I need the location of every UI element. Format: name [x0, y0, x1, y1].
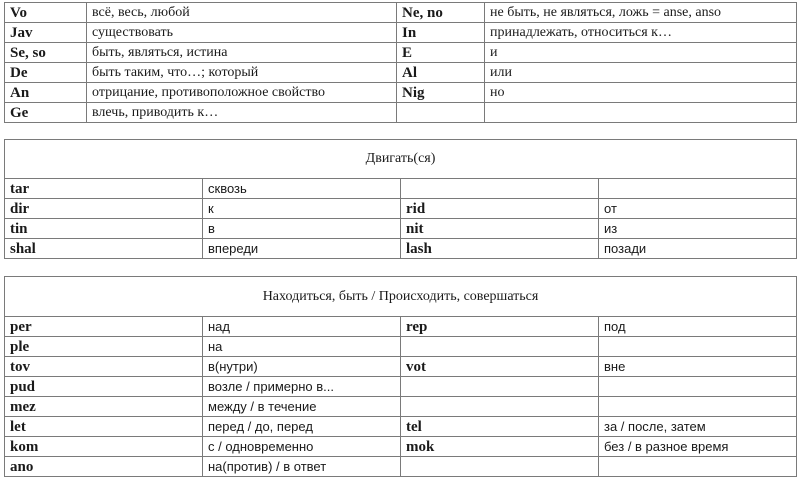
- word-cell: E: [397, 43, 485, 63]
- meaning-cell: за / после, затем: [599, 417, 797, 437]
- section-title: Находиться, быть / Происходить, совершаться: [5, 277, 797, 317]
- word-cell: pud: [5, 377, 203, 397]
- meaning-cell: возле / примерно в...: [203, 377, 401, 397]
- word-cell: [397, 103, 485, 123]
- table-row: [5, 437, 797, 457]
- word-cell: tov: [5, 357, 203, 377]
- meaning-cell: быть таким, что…; который: [87, 63, 397, 83]
- table-row: [5, 199, 797, 219]
- meaning-cell: над: [203, 317, 401, 337]
- section-header-row: [5, 140, 797, 179]
- word-cell: [401, 397, 599, 417]
- word-cell: rep: [401, 317, 599, 337]
- word-cell: Ge: [5, 103, 87, 123]
- meaning-cell: но: [485, 83, 797, 103]
- meaning-cell: [485, 103, 797, 123]
- table-row: [5, 3, 797, 23]
- word-cell: Nig: [397, 83, 485, 103]
- section-header-row: [5, 277, 797, 317]
- table-row: [5, 239, 797, 259]
- meaning-cell: быть, являться, истина: [87, 43, 397, 63]
- meaning-cell: с / одновременно: [203, 437, 401, 457]
- word-cell: nit: [401, 219, 599, 239]
- table-row: [5, 377, 797, 397]
- word-cell: Se, so: [5, 43, 87, 63]
- move-prepositions-table: [4, 139, 797, 259]
- meaning-cell: всё, весь, любой: [87, 3, 397, 23]
- location-prepositions-table: [4, 276, 797, 477]
- meaning-cell: позади: [599, 239, 797, 259]
- word-cell: tar: [5, 179, 203, 199]
- table-row: [5, 23, 797, 43]
- table-row: [5, 103, 797, 123]
- word-cell: [401, 457, 599, 477]
- word-cell: vot: [401, 357, 599, 377]
- word-cell: An: [5, 83, 87, 103]
- table-row: [5, 43, 797, 63]
- word-cell: tel: [401, 417, 599, 437]
- meaning-cell: или: [485, 63, 797, 83]
- meaning-cell: на(против) / в ответ: [203, 457, 401, 477]
- meaning-cell: на: [203, 337, 401, 357]
- meaning-cell: перед / до, перед: [203, 417, 401, 437]
- grammar-words-table: [4, 2, 797, 123]
- meaning-cell: принадлежать, относиться к…: [485, 23, 797, 43]
- word-cell: [401, 179, 599, 199]
- word-cell: mok: [401, 437, 599, 457]
- meaning-cell: влечь, приводить к…: [87, 103, 397, 123]
- meaning-cell: в(нутри): [203, 357, 401, 377]
- word-cell: Jav: [5, 23, 87, 43]
- word-cell: De: [5, 63, 87, 83]
- meaning-cell: и: [485, 43, 797, 63]
- word-cell: rid: [401, 199, 599, 219]
- table-row: [5, 457, 797, 477]
- word-cell: [401, 377, 599, 397]
- table-row: [5, 337, 797, 357]
- word-cell: per: [5, 317, 203, 337]
- meaning-cell: [599, 457, 797, 477]
- word-cell: In: [397, 23, 485, 43]
- word-cell: kom: [5, 437, 203, 457]
- table-row: [5, 179, 797, 199]
- meaning-cell: [599, 377, 797, 397]
- meaning-cell: вне: [599, 357, 797, 377]
- word-cell: mez: [5, 397, 203, 417]
- word-cell: Ne, no: [397, 3, 485, 23]
- meaning-cell: впереди: [203, 239, 401, 259]
- word-cell: tin: [5, 219, 203, 239]
- table-row: [5, 417, 797, 437]
- word-cell: dir: [5, 199, 203, 219]
- table-row: [5, 317, 797, 337]
- word-cell: shal: [5, 239, 203, 259]
- word-cell: Vo: [5, 3, 87, 23]
- table-row: [5, 63, 797, 83]
- meaning-cell: между / в течение: [203, 397, 401, 417]
- table-row: [5, 83, 797, 103]
- table-row: [5, 357, 797, 377]
- meaning-cell: сквозь: [203, 179, 401, 199]
- meaning-cell: [599, 337, 797, 357]
- meaning-cell: отрицание, противоположное свойство: [87, 83, 397, 103]
- word-cell: ano: [5, 457, 203, 477]
- meaning-cell: к: [203, 199, 401, 219]
- word-cell: [401, 337, 599, 357]
- meaning-cell: в: [203, 219, 401, 239]
- section-title: Двигать(ся): [5, 140, 797, 179]
- meaning-cell: без / в разное время: [599, 437, 797, 457]
- meaning-cell: [599, 179, 797, 199]
- meaning-cell: [599, 397, 797, 417]
- table-row: [5, 219, 797, 239]
- word-cell: let: [5, 417, 203, 437]
- meaning-cell: под: [599, 317, 797, 337]
- meaning-cell: не быть, не являться, ложь = anse, anso: [485, 3, 797, 23]
- meaning-cell: существовать: [87, 23, 397, 43]
- word-cell: Al: [397, 63, 485, 83]
- word-cell: ple: [5, 337, 203, 357]
- meaning-cell: от: [599, 199, 797, 219]
- word-cell: lash: [401, 239, 599, 259]
- table-row: [5, 397, 797, 417]
- meaning-cell: из: [599, 219, 797, 239]
